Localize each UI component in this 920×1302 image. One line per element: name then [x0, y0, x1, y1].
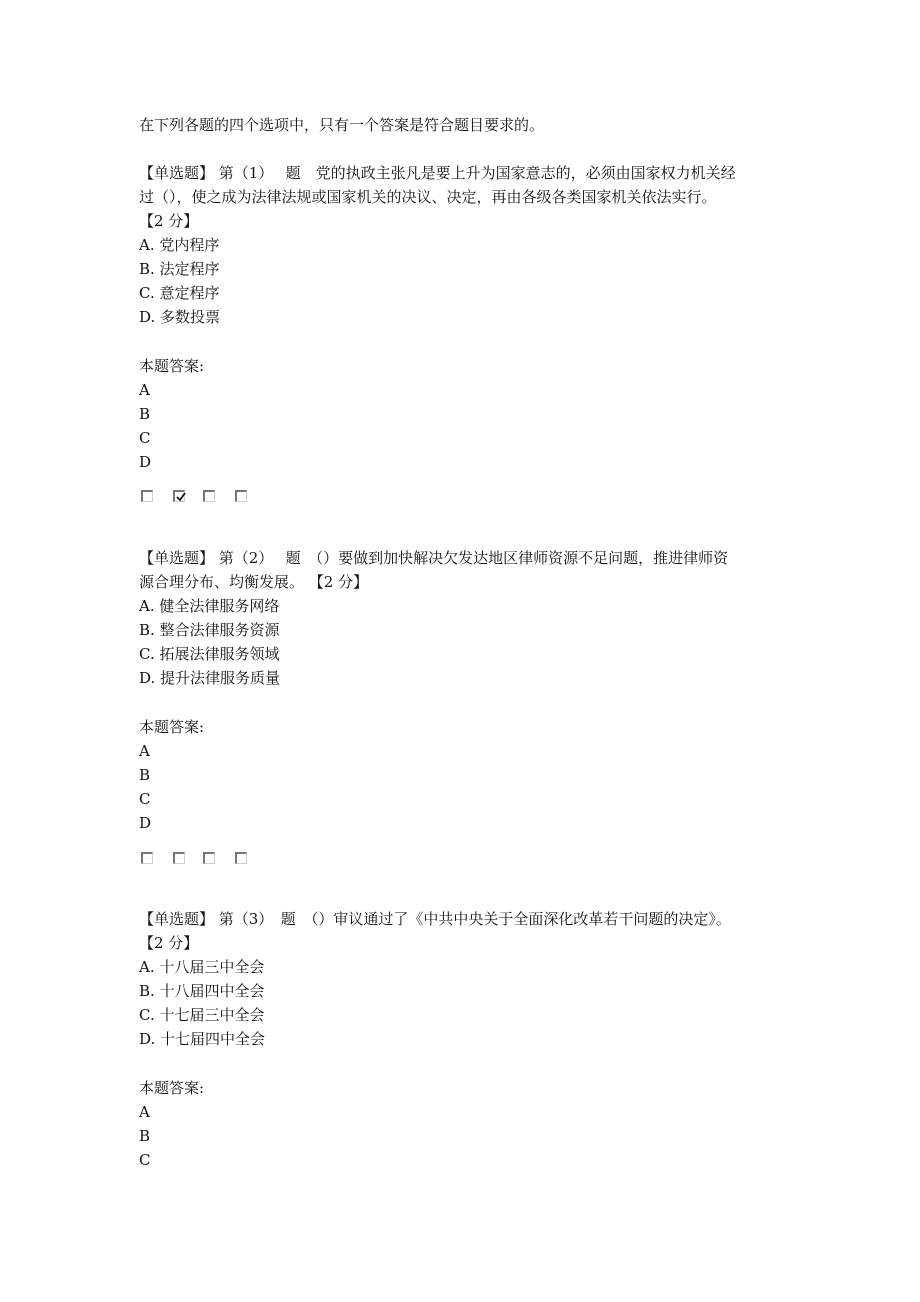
answer-checkbox-c[interactable] — [203, 490, 215, 502]
answer-checkbox-d[interactable] — [235, 490, 247, 502]
question-1-answer-letter-b: B — [139, 405, 151, 423]
question-3-option-a: A. 十八届三中全会 — [139, 958, 265, 976]
question-1-option-a: A. 党内程序 — [139, 236, 220, 254]
question-3-option-b: B. 十八届四中全会 — [139, 982, 265, 1000]
answer-checkbox-a[interactable] — [141, 852, 153, 864]
question-3-answer-label: 本题答案: — [139, 1079, 205, 1097]
answer-checkbox-b[interactable] — [173, 852, 185, 864]
answer-checkbox-b[interactable] — [173, 490, 185, 502]
question-3-score: 【2 分】 — [139, 934, 199, 952]
answer-checkbox-d[interactable] — [235, 852, 247, 864]
question-1-answer-letter-c: C — [139, 429, 151, 447]
question-2-answer-letter-a: A — [139, 742, 150, 760]
question-2-option-b: B. 整合法律服务资源 — [139, 621, 280, 639]
question-3-text-line-1: 【单选题】 第（3） 题 （）审议通过了《中共中央关于全面深化改革若干问题的决定》。 — [139, 910, 731, 928]
question-2-option-c: C. 拓展法律服务领域 — [139, 645, 280, 663]
question-3-option-c: C. 十七届三中全会 — [139, 1006, 265, 1024]
answer-checkbox-a[interactable] — [141, 490, 153, 502]
question-2-option-d: D. 提升法律服务质量 — [139, 669, 281, 687]
question-2-answer-label: 本题答案: — [139, 718, 205, 736]
question-1-text-line-1: 【单选题】 第（1） 题 党的执政主张凡是要上升为国家意志的，必须由国家权力机关经 — [139, 164, 736, 182]
question-2-answer-letter-b: B — [139, 766, 151, 784]
question-1-text-line-2: 过（），使之成为法律法规或国家机关的决议、决定，再由各级各类国家机关依法实行。 — [139, 188, 717, 206]
question-1-answer-label: 本题答案: — [139, 357, 205, 375]
question-3-option-d: D. 十七届四中全会 — [139, 1030, 266, 1048]
checkmark-icon — [175, 491, 187, 503]
question-2-text-line-2: 源合理分布、均衡发展。 【2 分】 — [139, 573, 369, 591]
question-3-answer-letter-b: B — [139, 1127, 151, 1145]
question-2-answer-letter-c: C — [139, 790, 151, 808]
answer-checkbox-c[interactable] — [203, 852, 215, 864]
instructions: 在下列各题的四个选项中，只有一个答案是符合题目要求的。 — [139, 116, 545, 134]
question-3-answer-letter-c: C — [139, 1151, 151, 1169]
question-1-answer-letter-d: D — [139, 453, 152, 471]
question-3-answer-letter-a: A — [139, 1103, 150, 1121]
question-1-option-c: C. 意定程序 — [139, 284, 220, 302]
question-2-answer-letter-d: D — [139, 814, 152, 832]
question-1-score: 【2 分】 — [139, 212, 199, 230]
question-1-answer-letter-a: A — [139, 381, 150, 399]
question-2-option-a: A. 健全法律服务网络 — [139, 597, 280, 615]
question-2-text-line-1: 【单选题】 第（2） 题 （）要做到加快解决欠发达地区律师资源不足问题，推进律师资 — [139, 549, 729, 567]
question-1-option-d: D. 多数投票 — [139, 308, 221, 326]
question-1-option-b: B. 法定程序 — [139, 260, 220, 278]
